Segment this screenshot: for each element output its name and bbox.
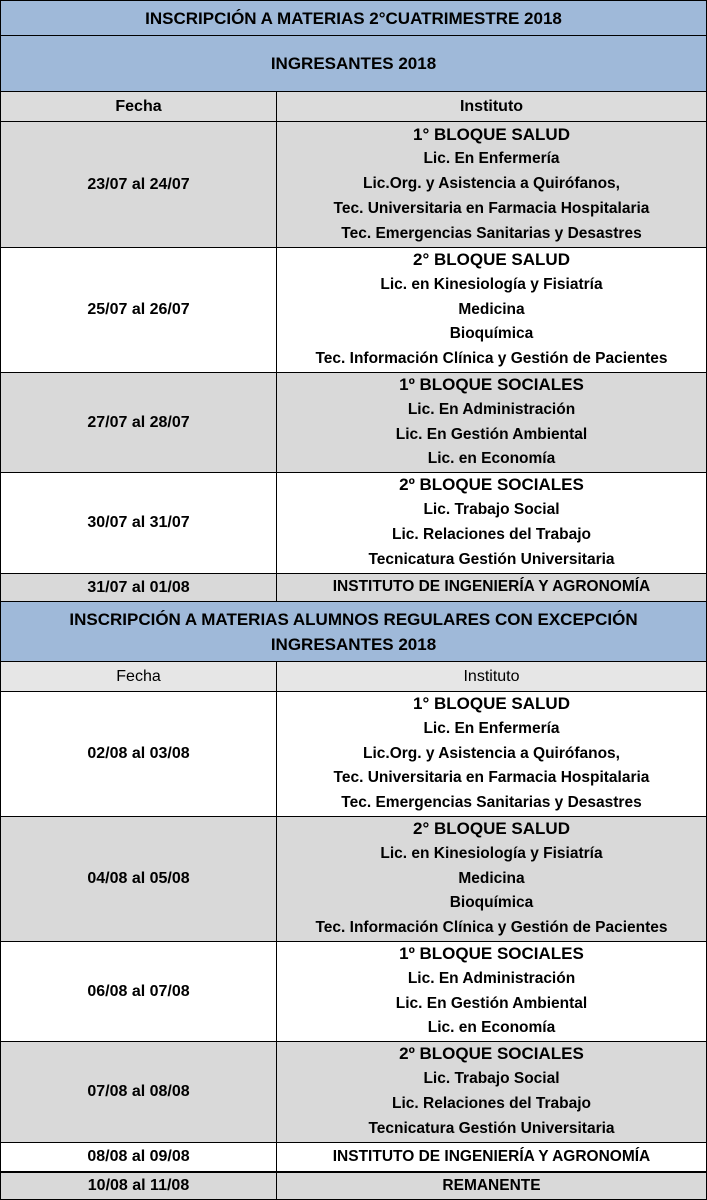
- row-instituto: [276, 248, 706, 372]
- program-line: Tec. Información Clínica y Gestión de Pacientes: [315, 919, 668, 937]
- table-row: [1, 1041, 706, 1142]
- table-row: [1, 573, 706, 601]
- table-row: [1, 372, 706, 472]
- program-line: Lic. En Gestión Ambiental: [395, 994, 588, 1012]
- program-line: INSTITUTO DE INGENIERÍA Y AGRONOMÍA: [332, 1147, 651, 1165]
- section1-title-text: INSCRIPCIÓN A MATERIAS 2°CUATRIMESTRE 2018: [145, 8, 562, 28]
- program-line: Lic. en Economía: [427, 450, 556, 468]
- block-title: 1º BLOQUE SOCIALES: [399, 374, 584, 394]
- column-header-instituto: Instituto: [276, 662, 706, 691]
- row-instituto: [276, 574, 706, 601]
- row-instituto: [276, 122, 706, 247]
- section2-title-line2: INGRESANTES 2018: [270, 634, 437, 654]
- program-line: Lic. En Enfermería: [423, 719, 560, 737]
- row-fecha: 04/08 al 05/08: [87, 870, 190, 887]
- row-instituto: [276, 1042, 706, 1142]
- program-line: Lic. Relaciones del Trabajo: [392, 1095, 591, 1112]
- program-line: Tec. Emergencias Sanitarias y Desastres: [341, 794, 642, 812]
- block-title: 2º BLOQUE SOCIALES: [399, 475, 584, 495]
- program-line: Bioquímica: [449, 325, 534, 343]
- program-line: Lic. Trabajo Social: [423, 501, 560, 519]
- block-title: 2° BLOQUE SALUD: [413, 819, 570, 838]
- program-line: INSTITUTO DE INGENIERÍA Y AGRONOMÍA: [332, 578, 651, 596]
- row-fecha: 27/07 al 28/07: [87, 413, 190, 431]
- row-instituto: [276, 1173, 706, 1199]
- block-title: 2º BLOQUE SOCIALES: [399, 1044, 584, 1064]
- program-line: Lic. En Gestión Ambiental: [395, 425, 588, 443]
- table-row: [1, 816, 706, 941]
- program-line: Lic. Trabajo Social: [423, 1070, 560, 1088]
- table-row: [1, 1171, 706, 1199]
- section1-title: [1, 1, 706, 35]
- row-fecha: 23/07 al 24/07: [87, 175, 190, 193]
- program-line: Medicina: [458, 300, 525, 318]
- program-line: Lic.Org. y Asistencia a Quirófanos,: [363, 175, 620, 193]
- block-title: 1º BLOQUE SOCIALES: [399, 943, 584, 963]
- table-row: [1, 941, 706, 1041]
- section2-title: [1, 601, 706, 661]
- program-line: Tecnicatura Gestión Universitaria: [368, 550, 615, 568]
- table-row: [1, 472, 706, 573]
- program-line: Tecnicatura Gestión Universitaria: [368, 1119, 615, 1137]
- program-line: Lic. Relaciones del Trabajo: [392, 526, 591, 543]
- program-line: Medicina: [458, 869, 525, 887]
- column-header-fecha: Fecha: [115, 97, 162, 115]
- program-line: REMANENTE: [442, 1176, 541, 1194]
- section2-column-headers: [1, 661, 706, 691]
- row-instituto: [276, 373, 706, 472]
- program-line: Tec. Universitaria en Farmacia Hospitalaria: [333, 199, 650, 217]
- program-line: Lic. en Kinesiología y Fisiatría: [380, 844, 603, 862]
- section1-column-headers: [1, 91, 706, 121]
- column-header-fecha: Fecha: [116, 667, 161, 685]
- row-instituto: [276, 473, 706, 573]
- row-instituto: [276, 942, 706, 1041]
- program-line: Lic. en Kinesiología y Fisiatría: [380, 275, 603, 293]
- row-instituto: [276, 1143, 706, 1171]
- table-row: [1, 247, 706, 372]
- table-row: [1, 691, 706, 816]
- program-line: Lic. en Economía: [427, 1019, 556, 1037]
- row-instituto: [276, 817, 706, 941]
- section2-title-line1: INSCRIPCIÓN A MATERIAS ALUMNOS REGULARES CON EXCEPCIÓN: [69, 609, 638, 629]
- program-line: Lic. En Enfermería: [423, 150, 560, 168]
- row-fecha: 02/08 al 03/08: [87, 745, 190, 762]
- row-fecha: 08/08 al 09/08: [87, 1148, 190, 1165]
- row-instituto: [276, 692, 706, 816]
- row-fecha: 30/07 al 31/07: [87, 514, 190, 531]
- program-line: Tec. Información Clínica y Gestión de Pacientes: [315, 350, 668, 368]
- section1-subtitle: [1, 35, 706, 91]
- block-title: 1° BLOQUE SALUD: [413, 694, 570, 713]
- row-fecha: 07/08 al 08/08: [87, 1083, 190, 1100]
- block-title: 2° BLOQUE SALUD: [413, 250, 570, 269]
- row-fecha: 10/08 al 11/08: [87, 1177, 190, 1194]
- program-line: Tec. Emergencias Sanitarias y Desastres: [341, 224, 642, 242]
- program-line: Lic. En Administración: [407, 969, 576, 987]
- program-line: Lic.Org. y Asistencia a Quirófanos,: [363, 744, 620, 762]
- program-line: Lic. En Administración: [407, 400, 576, 418]
- table-row: [1, 1142, 706, 1171]
- table-row: [1, 121, 706, 247]
- row-fecha: 06/08 al 07/08: [87, 982, 190, 1000]
- program-line: Tec. Universitaria en Farmacia Hospitalaria: [333, 769, 650, 787]
- program-line: Bioquímica: [449, 894, 534, 912]
- column-header-instituto: Instituto: [276, 92, 706, 121]
- block-title: 1° BLOQUE SALUD: [413, 124, 570, 144]
- row-fecha: 25/07 al 26/07: [87, 301, 190, 318]
- row-fecha: 31/07 al 01/08: [87, 578, 190, 596]
- section1-subtitle-text: INGRESANTES 2018: [270, 54, 437, 73]
